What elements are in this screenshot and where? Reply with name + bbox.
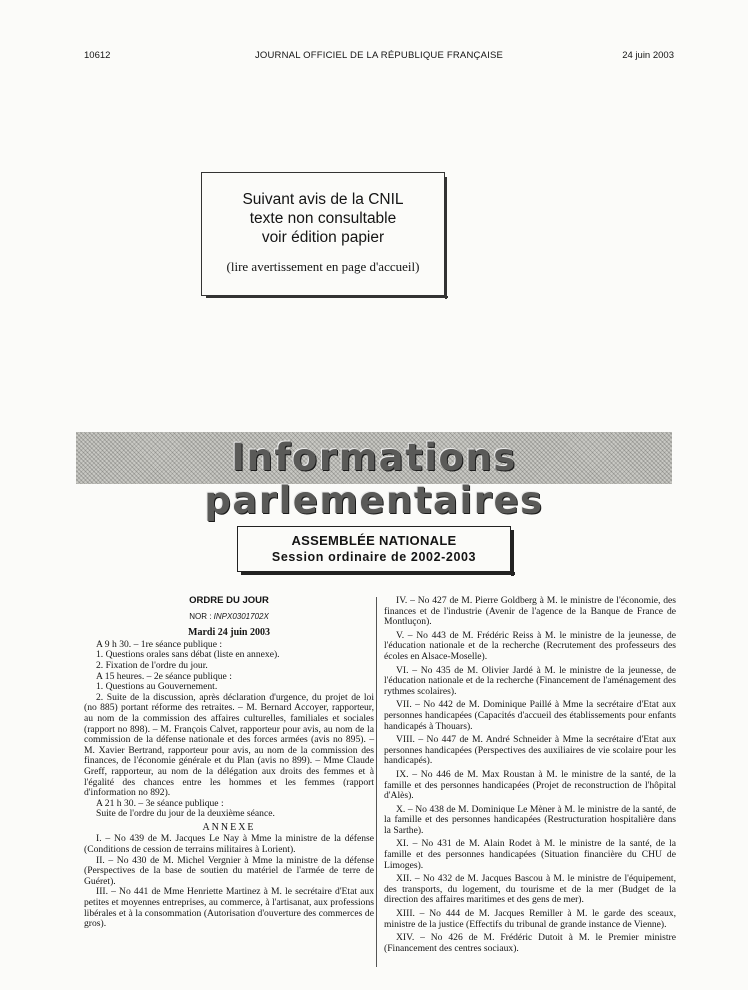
agenda-paragraph: 2. Fixation de l'ordre du jour. xyxy=(96,659,208,671)
page-header xyxy=(84,50,674,64)
annexe-item: VI. – No 435 de M. Olivier Jardé à M. le ministre de la jeunesse, de l'éducation nationale et de la recherche (Financement de l'aménagement des rythmes scolaires). xyxy=(384,664,676,697)
agenda-heading: ORDRE DU JOUR xyxy=(189,595,269,606)
agenda-date: Mardi 24 juin 2003 xyxy=(188,627,270,639)
left-column xyxy=(84,594,374,930)
annexe-item: X. – No 438 de M. Dominique Le Mèner à M. le ministre de la santé, de la famille et des personnes handicapées (Restructuration hospitalière dans la Sarthe). xyxy=(384,803,676,836)
cnil-line-3: voir édition papier xyxy=(261,229,385,246)
annexe-item: IV. – No 427 de M. Pierre Goldberg à M. le ministre de l'économie, des finances et de l'industrie (Avenir de l'agence de la Banque de France de Montluçon). xyxy=(384,595,676,628)
annexe-item: V. – No 443 de M. Frédéric Reiss à M. le ministre de la jeunesse, de l'éducation nationale et de la recherche (Recrutement des professeurs des écoles en Alsace-Moselle). xyxy=(384,629,676,662)
column-divider xyxy=(376,597,377,967)
annexe-item: XIV. – No 426 de M. Frédéric Dutoit à M. le Premier ministre (Financement des centres sociaux). xyxy=(384,932,676,954)
assembly-name: ASSEMBLÉE NATIONALE xyxy=(291,533,457,548)
cnil-line-4: (lire avertissement en page d'accueil) xyxy=(226,259,420,274)
annexe-item: XIII. – No 444 de M. Jacques Remiller à M. le garde des sceaux, ministre de la justice (Effectifs du tribunal de grande instance de Vienne). xyxy=(384,908,676,930)
section-banner xyxy=(76,432,672,522)
agenda-paragraph: 1. Questions orales sans débat (liste en annexe). xyxy=(96,649,280,661)
issue-date: 24 juin 2003 xyxy=(622,50,674,61)
journal-title: JOURNAL OFFICIEL DE LA RÉPUBLIQUE FRANÇAISE xyxy=(254,50,504,61)
agenda-paragraph: A 9 h 30. – 1re séance publique : xyxy=(96,638,223,650)
assembly-box xyxy=(237,526,511,572)
box-shadow-bottom xyxy=(206,296,448,298)
nor-reference xyxy=(84,612,374,623)
nor-value: INPX0301702X xyxy=(213,611,269,621)
annexe-item: XI. – No 431 de M. Alain Rodet à M. le ministre de la santé, de la famille et des personnes handicapées (Situation financière du CHU de Limoges). xyxy=(384,838,676,871)
annexe-item: VII. – No 442 de M. Dominique Paillé à Mme la secrétaire d'Etat aux personnes handicapées (Capacités d'accueil des établissements pour enfants handicapés à Thouars). xyxy=(384,699,676,732)
agenda-paragraph: A 15 heures. – 2e séance publique : xyxy=(96,670,232,682)
annexe-item: I. – No 439 de M. Jacques Le Nay à Mme la ministre de la défense (Conditions de cession de terrains militaires à Lorient). xyxy=(84,833,374,856)
nor-label: NOR : xyxy=(189,611,212,621)
annexe-item: III. – No 441 de Mme Henriette Martinez à M. le secrétaire d'Etat aux petites et moyennes entreprises, au commerce, à l'artisanat, aux professions libérales et à la consommation (Autorisation d'ouverture des commerces de gros). xyxy=(84,886,374,930)
right-column xyxy=(384,596,676,957)
cnil-line-2: texte non consultable xyxy=(249,210,397,227)
cnil-line-1: Suivant avis de la CNIL xyxy=(242,191,404,208)
agenda-paragraph: 1. Questions au Gouvernement. xyxy=(96,681,218,693)
annexe-item: IX. – No 446 de M. Max Roustan à M. le ministre de la santé, de la famille et des personnes handicapées (Projet de reconstruction de l'hôpital d'Alès). xyxy=(384,768,676,802)
agenda-paragraph: Suite de l'ordre du jour de la deuxième séance. xyxy=(96,808,275,820)
annexe-item: II. – No 430 de M. Michel Vergnier à Mme la ministre de la défense (Perspectives de la base de soutien du matériel de l'armée de terre de Guéret). xyxy=(84,854,374,887)
annexe-item: XII. – No 432 de M. Jacques Bascou à M. le ministre de l'équipement, des transports, du logement, du tourisme et de la mer (Budget de la direction des affaires maritimes et des gens de mer). xyxy=(384,873,676,906)
box-shadow-bottom xyxy=(241,572,515,575)
box-shadow-right xyxy=(511,530,514,576)
annexe-heading: ANNEXE xyxy=(202,821,256,833)
agenda-paragraph: 2. Suite de la discussion, après déclaration d'urgence, du projet de loi (no 885) portant réforme des retraites. – M. Bernard Accoyer, rapporteur, au nom de la commission des affaires culturelles, familiales et sociales (rapport no 898). – M. François Calvet, rapporteur pour avis, au nom de la commission de la défense nationale et des forces armées (avis no 895). – M. Xavier Bertrand, rapporteur pour avis, au nom de la commission des finances, de l'économie générale et du Plan (avis no 899). – Mme Claude Greff, rapporteur, au nom de la délégation aux droits des femmes et à l'égalité des chances entre les hommes et les femmes (rapport d'information no 892). xyxy=(84,691,374,799)
annexe-item: VIII. – No 447 de M. André Schneider à Mme la secrétaire d'Etat aux personnes handicapées (Perspectives des auxiliaires de vie scolaire pour les handicapés). xyxy=(384,734,676,767)
box-shadow-right xyxy=(445,177,447,299)
page-number: 10612 xyxy=(84,50,111,61)
cnil-notice-box xyxy=(201,172,445,296)
banner-title: Informations parlementaires xyxy=(204,436,544,522)
session-title: Session ordinaire de 2002-2003 xyxy=(271,550,477,564)
agenda-paragraph: A 21 h 30. – 3e séance publique : xyxy=(96,797,224,809)
